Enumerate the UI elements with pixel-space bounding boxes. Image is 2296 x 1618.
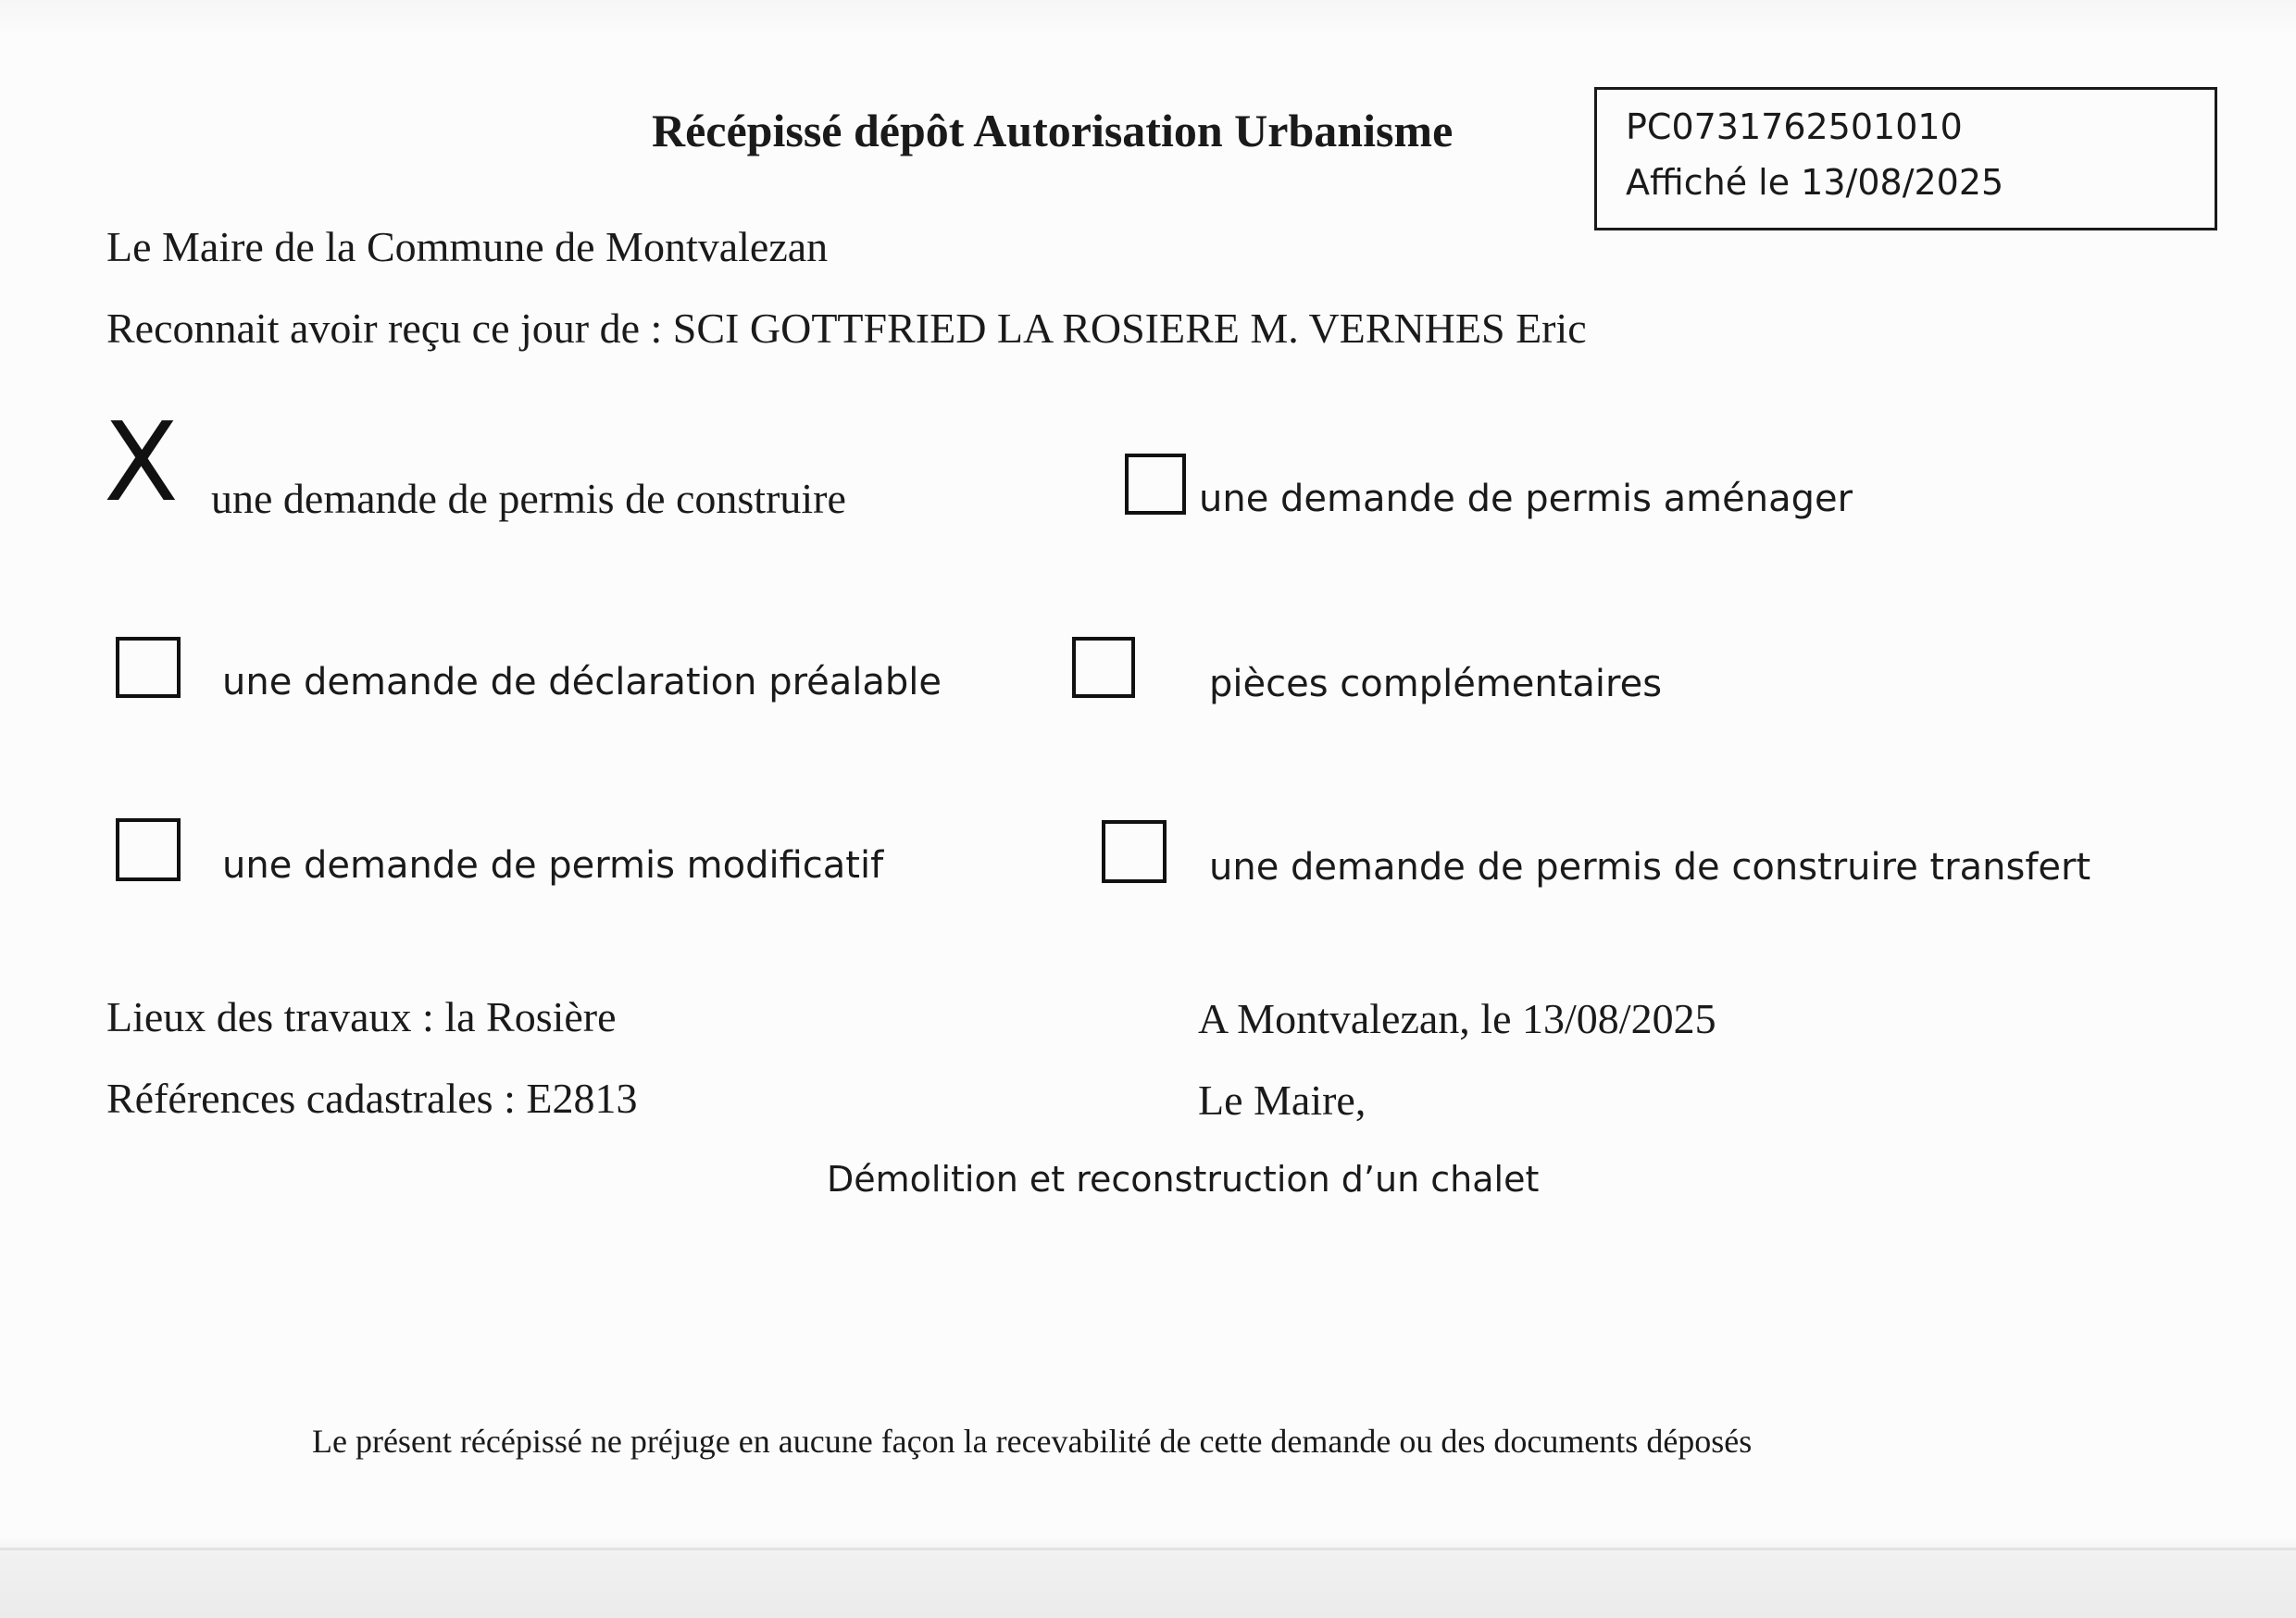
disclaimer: Le présent récépissé ne préjuge en aucune façon la recevabilité de cette demande ou des documents déposés [312,1423,1753,1460]
work-location: Lieux des travaux : la Rosière [106,993,617,1040]
place-and-date: A Montvalezan, le 13/08/2025 [1198,995,1716,1042]
signatory: Le Maire, [1198,1077,1366,1124]
option-permis-amenager-label: une demande de permis aménager [1199,478,1853,520]
option-permis-modificatif-label: une demande de permis modificatif [222,844,884,887]
permis-modificatif-checkbox[interactable] [116,818,181,881]
document-title: Récépissé dépôt Autorisation Urbanisme [652,105,1454,156]
permis-construire-checkbox-checked[interactable]: X [104,398,179,526]
pieces-complementaires-checkbox[interactable] [1072,637,1135,698]
permit-number: PC0731762501010 [1626,106,1963,147]
permis-amenager-checkbox[interactable] [1125,454,1186,515]
received-from-line: Reconnait avoir reçu ce jour de : SCI GOTTFRIED LA ROSIERE M. VERNHES Eric [106,305,1587,352]
declaration-prealable-checkbox[interactable] [116,637,181,698]
mayor-line: Le Maire de la Commune de Montvalezan [106,223,829,270]
option-permis-transfert-label: une demande de permis de construire transfert [1209,846,2091,889]
option-declaration-prealable-label: une demande de déclaration préalable [222,661,942,703]
project-description: Démolition et reconstruction d’un chalet [827,1159,1540,1200]
permis-transfert-checkbox[interactable] [1102,820,1167,883]
option-pieces-complementaires-label: pièces complémentaires [1209,663,1663,705]
paper-edge [0,1548,2296,1550]
posted-date: Affiché le 13/08/2025 [1626,162,2004,203]
cadastral-references: Références cadastrales : E2813 [106,1075,638,1122]
reference-box [1594,87,2217,230]
option-permis-construire-label: une demande de permis de construire [211,475,846,522]
